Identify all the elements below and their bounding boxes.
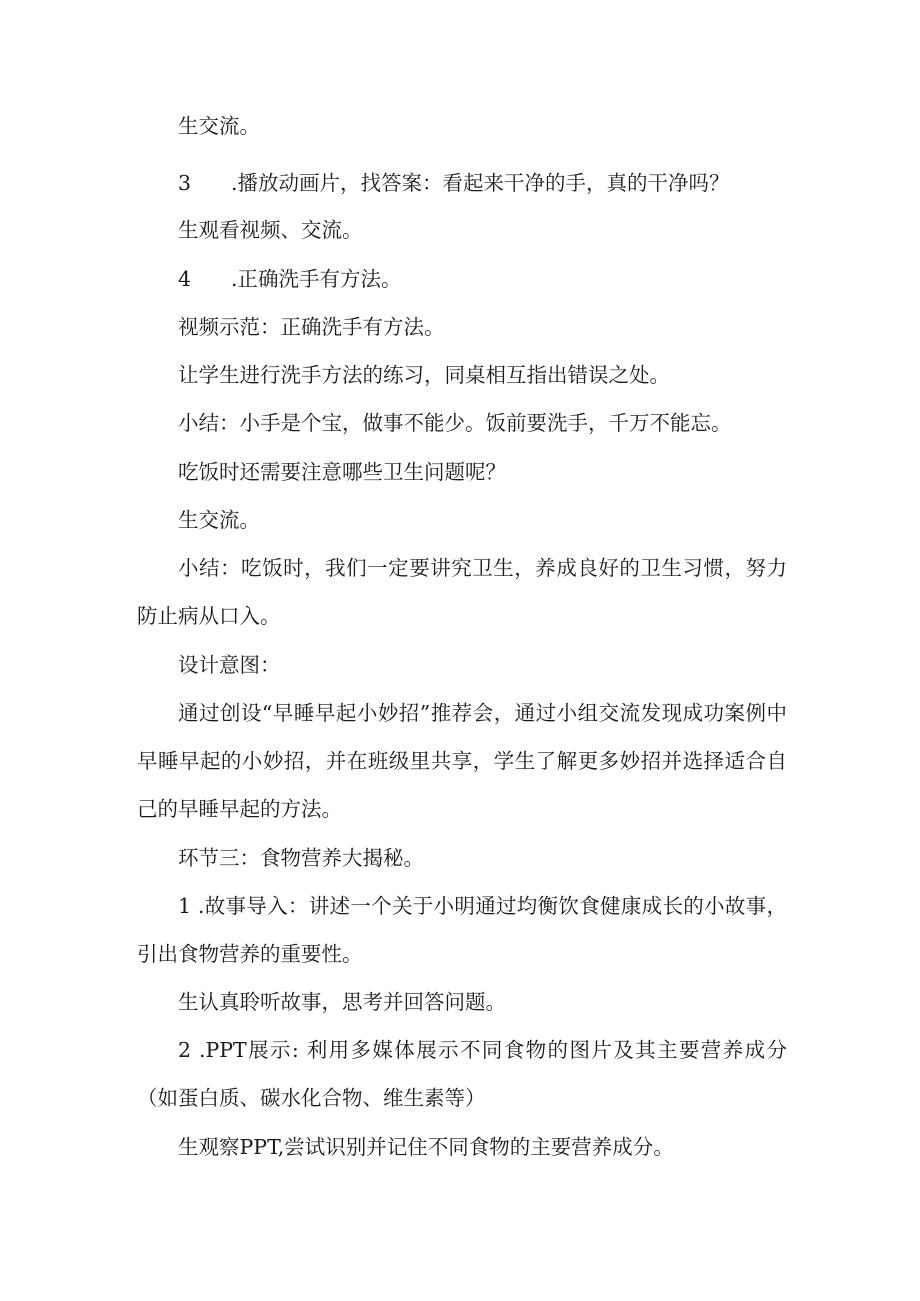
paragraph-6: 让学生进行洗手方法的练习，同桌相互指出错误之处。 xyxy=(178,363,670,387)
paragraph-9: 生交流。 xyxy=(178,508,260,532)
numbered-item-4 xyxy=(178,255,828,303)
paragraph-15: 生认真聆听故事，思考并回答问题。 xyxy=(178,990,506,1014)
item-number: 4 xyxy=(178,267,192,291)
item-number: 3 xyxy=(178,171,192,195)
paragraph-12: 通过创设“早睡早起小妙招”推荐会，通过小组交流发现成功案例中早睡早起的小妙招，并在班级里共享，学生了解更多妙招并选择适合自己的早睡早起的方法。 xyxy=(137,701,787,821)
item-text: .播放动画片，找答案：看起来干净的手，真的干净吗？ xyxy=(231,171,730,195)
paragraph-10: 小结：吃饭时，我们一定要讲究卫生，养成良好的卫生习惯，努力防止病从口入。 xyxy=(137,556,787,628)
item-text: .正确洗手有方法。 xyxy=(231,267,402,291)
paragraph-5: 视频示范：正确洗手有方法。 xyxy=(178,315,445,339)
paragraph-3: 生观看视频、交流。 xyxy=(178,218,363,242)
numbered-item-3 xyxy=(178,159,828,207)
paragraph-13: 环节三：食物营养大揭秘。 xyxy=(178,846,424,870)
paragraph-7: 小结：小手是个宝，做事不能少。饭前要洗手，千万不能忘。 xyxy=(178,411,732,435)
paragraph-14: 1 .故事导入：讲述一个关于小明通过均衡饮食健康成长的小故事，引出食物营养的重要性。 xyxy=(137,894,787,966)
paragraph-17: 生观察PPT,尝试识别并记住不同食物的主要营养成分。 xyxy=(178,1135,674,1159)
paragraph-8: 吃饭时还需要注意哪些卫生问题呢？ xyxy=(178,460,506,484)
paragraph-16: 2 .PPT展示: 利用多媒体展示不同食物的图片及其主要营养成分（如蛋白质、碳水化合物、维生素等） xyxy=(137,1038,787,1110)
paragraph-11: 设计意图： xyxy=(178,653,281,677)
paragraph-1: 生交流。 xyxy=(178,114,260,138)
